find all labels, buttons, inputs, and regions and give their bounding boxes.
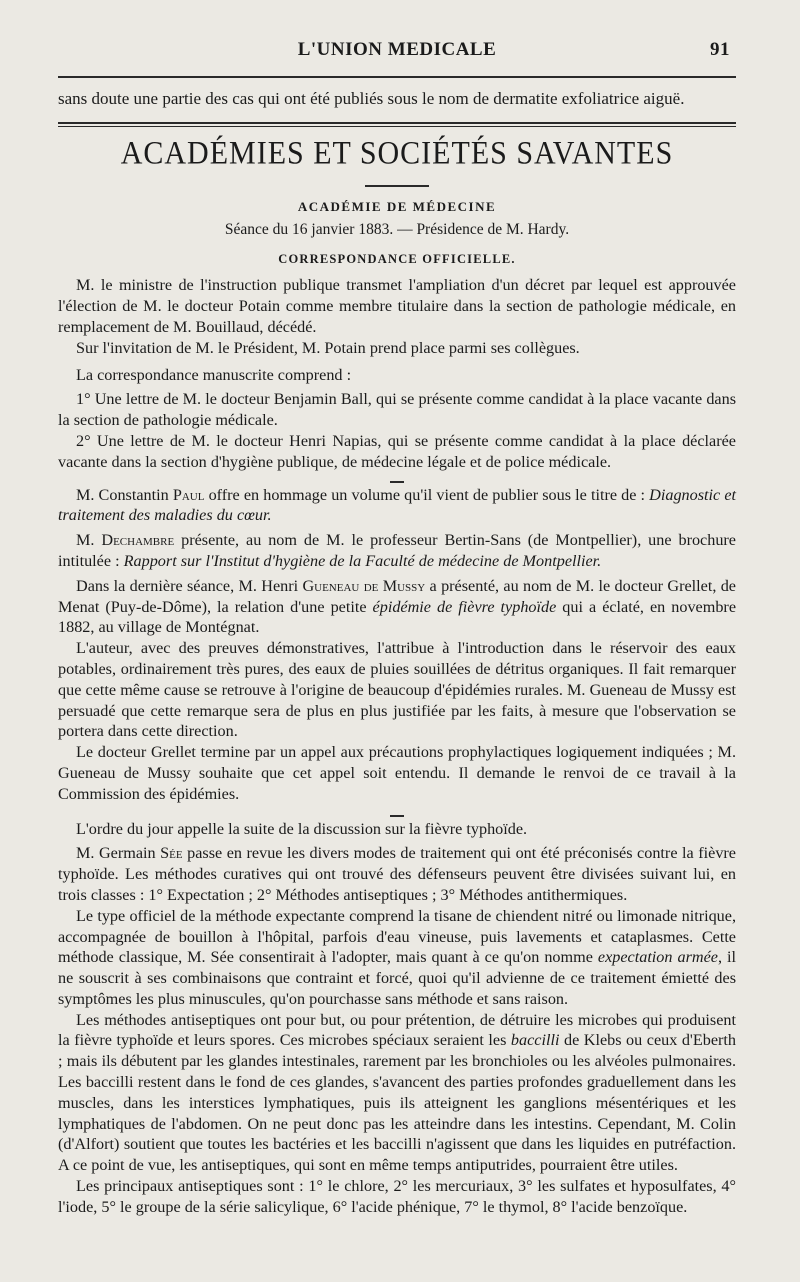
separator bbox=[390, 815, 404, 817]
author-name: Dechambre bbox=[101, 531, 175, 550]
running-header bbox=[58, 30, 736, 70]
emphasis: expectation armée bbox=[597, 948, 718, 967]
paragraph bbox=[58, 906, 736, 1010]
paragraph: Sur l'invitation de M. le Président, M. Potain prend place parmi ses collègues. bbox=[76, 338, 580, 357]
text-span: présente, au nom de M. le professeur Bertin-Sans (de Montpellier), une brochure intitulée : bbox=[58, 531, 736, 570]
paragraph bbox=[58, 576, 736, 638]
text-span: offre en hommage un volume qu'il vient de publier sous le titre de : bbox=[204, 485, 650, 504]
book-title: Rapport sur l'Institut d'hygiène de la Faculté de médecine de Montpellier. bbox=[123, 551, 602, 570]
author-name: Paul bbox=[172, 485, 205, 504]
paragraph: Les principaux antiseptiques sont : 1° le chlore, 2° les mercuriaux, 3° les sulfates et hyposulfates, 4° l'iode, 5° le groupe de la série salicylique, 6° l'acide phénique, 7° le thymol, 8° l'acide benzoïque. bbox=[58, 1177, 736, 1216]
academy-heading: ACADÉMIE DE MÉDECINE bbox=[297, 199, 497, 214]
emphasis: baccilli bbox=[510, 1031, 560, 1050]
paragraph: L'ordre du jour appelle la suite de la discussion sur la fièvre typhoïde. bbox=[76, 819, 528, 838]
book-title: Diagnostic et traitement des maladies du cœur. bbox=[58, 485, 736, 525]
text-span: M. Constantin bbox=[76, 485, 173, 504]
page-number: 91 bbox=[710, 39, 730, 60]
meeting-info: Séance du 16 janvier 1883. — Présidence de M. Hardy. bbox=[224, 220, 570, 238]
running-title: L'UNION MEDICALE bbox=[297, 39, 497, 60]
emphasis: épidémie de fièvre typhoïde bbox=[372, 597, 557, 616]
text-span: M. bbox=[76, 531, 102, 550]
paragraph: La correspondance manuscrite comprend : bbox=[76, 365, 352, 384]
text-span: de Klebs ou ceux d'Eberth ; mais ils débutent par les glandes intestinales, rarement par les bronchioles ou les alvéoles pulmonaires. Les baccilli restent dans le fond de ces glandes, s'avancent des parties profondes graduellement dans les muscles, dans les interstices lymphatiques, puis ils atteignent les ganglions mésentériques et les lymphatiques de l'abdomen. On ne peut donc pas les atteindre dans les intestins. Cependant, M. Colin (d'Alfort) soutient que toutes les bactéries et les baccilli n'agissent que dans les liquides en putréfaction. A ce point de vue, les antiseptiques, qui sont en même temps antiputrides, pourraient être utiles. bbox=[58, 1031, 736, 1175]
journal-page bbox=[58, 30, 736, 1218]
text-span: Le type officiel de la méthode expectante comprend la tisane de chiendent nitré ou limonade nitrique, accompagnée de bouillon à l'hôpital, parfois d'eau vineuse, puis lavements et cataplasmes. Cette méthode classique, M. Sée consentirait à l'adopter, mais quant à ce qu'on nomme bbox=[58, 906, 736, 967]
paragraph bbox=[58, 485, 736, 527]
section-rule bbox=[58, 122, 736, 127]
intro-text: sans doute une partie des cas qui ont été publiés sous le nom de dermatite exfoliatrice aiguë. bbox=[58, 89, 685, 108]
text-span: Les méthodes antiseptiques ont pour but, ou pour prétention, de détruire les microbes qui produisent la fièvre typhoïde et leurs spores. Ces microbes spéciaux seraient les bbox=[58, 1010, 736, 1050]
paragraph bbox=[58, 530, 736, 572]
paragraph: 2° Une lettre de M. le docteur Henri Napias, qui se présente comme candidat à la place déclarée vacante dans la section d'hygiène publique, de médecine légale et de police médicale. bbox=[58, 431, 736, 471]
correspondence-heading: CORRESPONDANCE OFFICIELLE. bbox=[278, 251, 516, 266]
paragraph: Le docteur Grellet termine par un appel aux précautions prophylactiques logiquement indiquées ; M. Gueneau de Mussy souhaite que cet appel soit entendu. Il demande le renvoi de ce travail à la Commission des épidémies. bbox=[58, 743, 736, 803]
text-span: qui a éclaté, en novembre 1882, au village de Montégnat. bbox=[58, 597, 737, 637]
text-span: , il ne souscrit à ses combinaisons que contraint et forcé, quoi qu'il advienne de ce traitement émietté des symptômes les plus minuscules, qu'on pourchasse sans méthode et sans raison. bbox=[58, 948, 736, 1008]
paragraph: L'auteur, avec des preuves démonstratives, l'attribue à l'introduction dans le réservoir des eaux potables, ordinairement très pures, des eaux de pluies souillées de détritus organiques. Il fait remarquer que cette même cause se retrouve à l'origine de beaucoup d'épidémies rurales. M. Gueneau de Mussy est persuadé que cette remarque sera de plus en plus justifiée par les faits, à mesure que l'observation se portera dans cette direction. bbox=[58, 639, 736, 741]
separator bbox=[390, 481, 404, 483]
author-name: Sée bbox=[160, 844, 183, 863]
paragraph: 1° Une lettre de M. le docteur Benjamin Ball, qui se présente comme candidat à la place vacante dans la section de pathologie médicale. bbox=[58, 390, 736, 430]
text-span: M. Germain bbox=[76, 844, 161, 863]
text-span: Dans la dernière séance, M. Henri bbox=[76, 576, 303, 595]
author-name: Gueneau de Mussy bbox=[302, 576, 426, 595]
paragraph bbox=[58, 1010, 736, 1176]
paragraph: M. le ministre de l'instruction publique transmet l'ampliation d'un décret par lequel est approuvée l'élection de M. le docteur Potain comme membre titulaire dans la section de pathologie médicale, en remplacement de M. Bouillaud, décédé. bbox=[58, 276, 736, 336]
text-span: a présenté, au nom de M. le docteur Grellet, de Menat (Puy-de-Dôme), la relation d'une petite bbox=[58, 576, 736, 616]
title-rule bbox=[365, 185, 429, 187]
section-title: ACADÉMIES ET SOCIÉTÉS SAVANTES bbox=[120, 135, 674, 172]
paragraph bbox=[58, 843, 736, 905]
text-span: passe en revue les divers modes de traitement qui ont été préconisés contre la fièvre typhoïde. Les méthodes curatives qui ont trouvé des défenseurs peuvent être divisées suivant lui, en trois classes : 1° Expectation ; 2° Méthodes antiseptiques ; 3° Méthodes antithermiques. bbox=[58, 844, 736, 904]
